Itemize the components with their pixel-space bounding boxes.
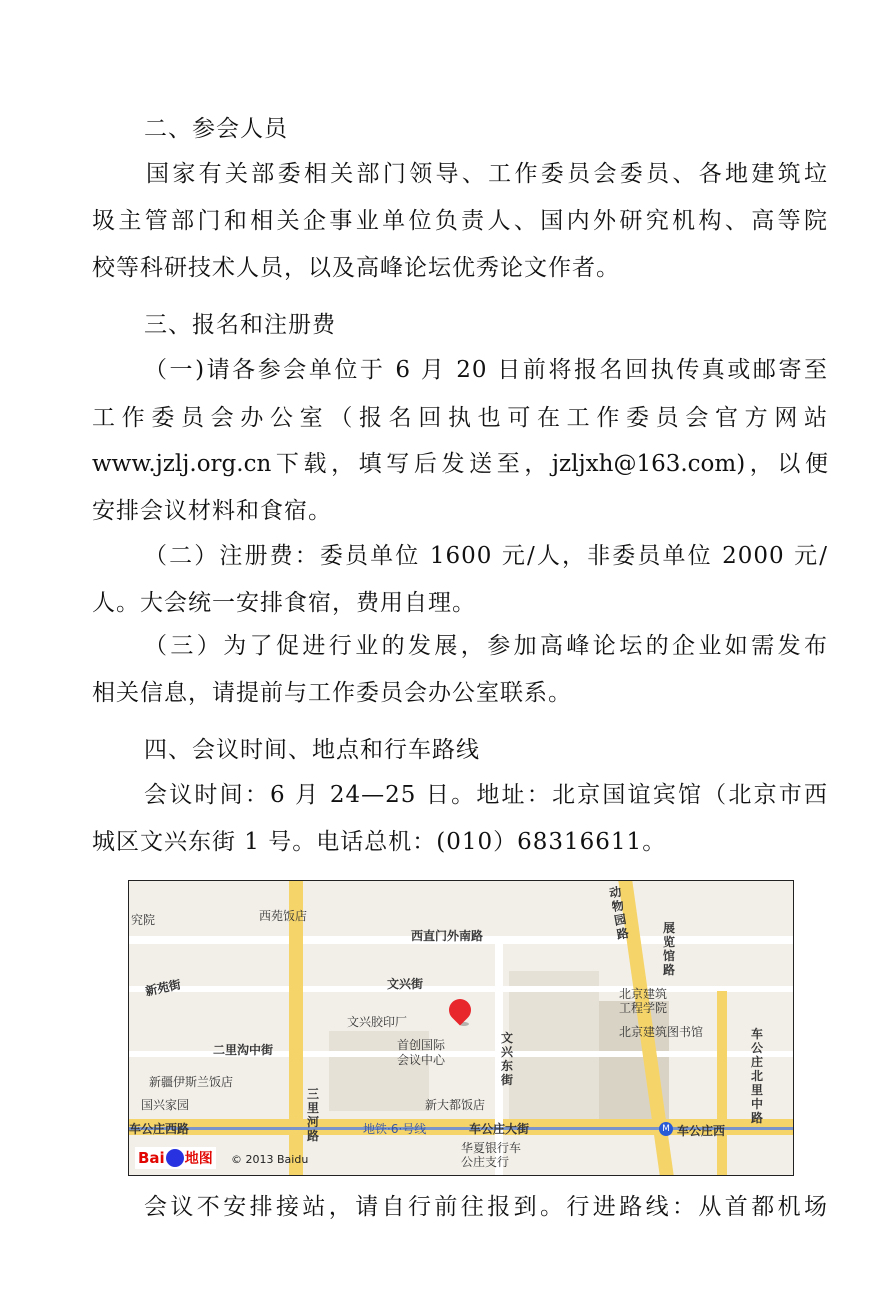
section3-p1-line-4: 安排会议材料和食宿。 [92,498,332,524]
map-label: 西苑饭店 [259,909,308,923]
map-label: 文兴胶印厂 [347,1015,408,1029]
section3-p3-line-1: （三）为了促进行业的发展，参加高峰论坛的企业如需发布 [144,633,828,659]
map-label: 究院 [131,913,156,927]
map-label: 新疆伊斯兰饭店 [149,1075,234,1089]
map-road-label: 车公庄大街 [469,1122,530,1136]
baidu-logo-bai: Bai [138,1149,165,1167]
map-road-label-vertical: 文兴东街 [501,1031,514,1087]
map-label: 北京建筑图书馆 [619,1025,704,1039]
section2-line-3: 校等科研技术人员，以及高峰论坛优秀论文作者。 [92,255,620,281]
map-road-label-vertical: 展览馆路 [663,921,676,977]
section2-line-1: 国家有关部委相关部门领导、工作委员会委员、各地建筑垃 [146,161,828,187]
map-road-sanlihe [289,881,303,1175]
section4-line-2: 城区文兴东街 1 号。电话总机：(010）68316611。 [92,829,667,855]
section3-p2-line-1: （二）注册费：委员单位 1600 元/人，非委员单位 2000 元/ [144,543,828,569]
map-road-north [717,991,727,1175]
map-label: 华夏银行车 [461,1141,522,1155]
map-label: 会议中心 [397,1053,446,1067]
section2-heading: 二、参会人员 [144,116,288,142]
map-road-label-vertical: 三里河路 [307,1087,320,1143]
section3-p3-line-2: 相关信息，请提前与工作委员会办公室联系。 [92,680,572,706]
map-road-label-vertical: 车公庄北里中路 [751,1027,764,1125]
baidu-logo [135,1147,216,1169]
section4-heading: 四、会议时间、地点和行车路线 [144,737,480,763]
baidu-paw-icon [166,1149,184,1167]
map-road-label: 文兴街 [387,977,424,991]
map-road-label: 新苑街 [144,977,183,999]
section4-line-1: 会议时间：6 月 24—25 日。地址：北京国谊宾馆（北京市西 [144,782,828,808]
section4-after-map: 会议不安排接站，请自行前往报到。行进路线：从首都机场 [144,1194,828,1220]
location-pin-icon[interactable] [444,994,475,1025]
section3-p1-line-3: www.jzlj.org.cn下载，填写后发送至，jzljxh@163.com)，以便 [92,451,828,477]
map-copyright: © 2013 Baidu [231,1153,309,1166]
section3-p1-line-1: （一)请各参会单位于 6 月 20 日前将报名回执传真或邮寄至 [144,357,828,383]
baidu-logo-map: 地图 [184,1151,213,1167]
location-map[interactable] [128,880,794,1176]
map-label: 首创国际 [397,1038,446,1052]
map-road-label: 车公庄西路 [129,1122,190,1136]
map-road [129,986,793,992]
map-road-label: 二里沟中街 [213,1043,274,1057]
section3-p1-line-2: 工作委员会办公室（报名回执也可在工作委员会官方网站 [92,405,828,431]
map-station-label: 车公庄西 [677,1124,726,1138]
section3-p2-line-2: 人。大会统一安排食宿，费用自理。 [92,590,476,616]
map-metro-label: 地铁·6·号线 [363,1122,427,1136]
map-label: 新大都饭店 [425,1098,486,1112]
map-label: 公庄支行 [461,1155,510,1169]
metro-station-icon: M [659,1122,673,1136]
map-block [509,971,599,1121]
map-road-label: 西直门外南路 [411,929,484,943]
section3-heading: 三、报名和注册费 [144,312,336,338]
map-label: 工程学院 [619,1001,668,1015]
section2-line-2: 圾主管部门和相关企事业单位负责人、国内外研究机构、高等院 [92,208,828,234]
map-label: 北京建筑 [619,987,668,1001]
map-label: 国兴家园 [141,1098,190,1112]
map-road-label-vertical: 动物园路 [608,884,630,942]
